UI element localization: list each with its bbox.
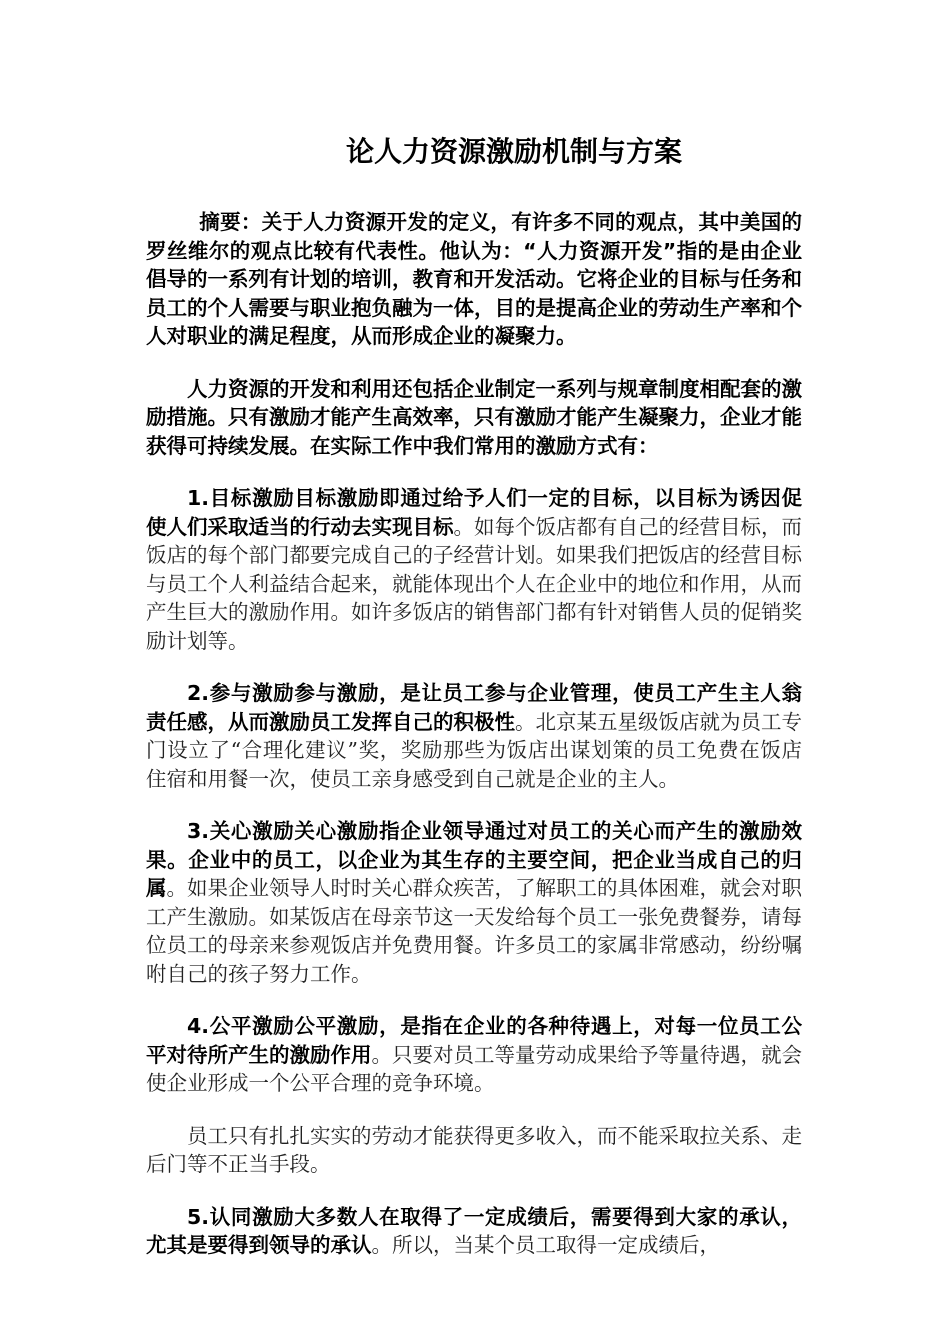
paragraph-normal-text: 。北京某五星级饭店就为员工专门设立了“合理化建议”奖，奖励那些为饭店出谋划策的员工免费在饭店住宿和用餐一次，使员工亲身感受到自己就是企业的主人。 — [146, 709, 802, 791]
paragraph-bold-text: 2.参与激励参与激励，是让员工参与企业管理，使员工产生主人翁责任感，从而激励员工发挥自己的积极性 — [146, 681, 802, 734]
paragraph-intro — [146, 375, 802, 461]
paragraph-normal-text: 。所以，当某个员工取得一定成绩后， — [371, 1233, 720, 1257]
paragraph-normal-text: 员工只有扎扎实实的劳动才能获得更多收入，而不能采取拉关系、走后门等不正当手段。 — [146, 1123, 802, 1176]
paragraph-bold-text: 摘要：关于人力资源开发的定义，有许多不同的观点，其中美国的罗丝维尔的观点比较有代表性。他认为：“人力资源开发”指的是由企业倡导的一系列有计划的培训，教育和开发活动。它将企业的目标与任务和员工的个人需要与职业抱负融为一体，目的是提高企业的劳动生产率和个人对职业的满足程度，从而形成企业的凝聚力。 — [146, 210, 802, 348]
document-body — [146, 128, 802, 1284]
paragraph-normal-text: 。如果企业领导人时时关心群众疾苦，了解职工的具体困难，就会对职工产生激励。如某饭店在母亲节这一天发给每个员工一张免费餐券，请每位员工的母亲来参观饭店并免费用餐。许多员工的家属非常感动，纷纷嘱咐自己的孩子努力工作。 — [146, 876, 802, 986]
paragraph-care-incentive — [146, 817, 802, 988]
paragraph-bold-text: 1.目标激励目标激励即通过给予人们一定的目标，以目标为诱因促使人们采取适当的行动去实现目标 — [146, 486, 802, 539]
paragraph-participation-incentive — [146, 679, 802, 793]
paragraph-bold-text: 4.公平激励公平激励，是指在企业的各种待遇上，对每一位员工公平对待所产生的激励作用 — [146, 1014, 802, 1067]
paragraph-recognition-incentive — [146, 1203, 802, 1260]
paragraph-normal-text: 。只要对员工等量劳动成果给予等量待遇，就会使企业形成一个公平合理的竞争环境。 — [146, 1042, 802, 1095]
paragraph-fairness-incentive — [146, 1012, 802, 1098]
paragraph-goal-incentive — [146, 484, 802, 655]
paragraph-bold-text: 3.关心激励关心激励指企业领导通过对员工的关心而产生的激励效果。企业中的员工，以企业为其生存的主要空间，把企业当成自己的归属 — [146, 819, 802, 900]
paragraph-abstract — [146, 208, 802, 351]
document-title: 论人力资源激励机制与方案 — [346, 135, 683, 168]
paragraph-bold-text: 人力资源的开发和利用还包括企业制定一系列与规章制度相配套的激励措施。只有激励才能产生高效率，只有激励才能产生凝聚力，企业才能获得可持续发展。在实际工作中我们常用的激励方式有： — [146, 376, 802, 458]
paragraph-normal-text: 。如每个饭店都有自己的经营目标，而饭店的每个部门都要完成自己的子经营计划。如果我们把饭店的经营目标与员工个人利益结合起来，就能体现出个人在企业中的地位和作用，从而产生巨大的激励作用。如许多饭店的销售部门都有针对销售人员的促销奖励计划等。 — [146, 514, 802, 653]
paragraph-fairness-note — [146, 1122, 802, 1179]
paragraph-bold-text: 5.认同激励大多数人在取得了一定成绩后，需要得到大家的承认，尤其是要得到领导的承认 — [146, 1204, 802, 1257]
